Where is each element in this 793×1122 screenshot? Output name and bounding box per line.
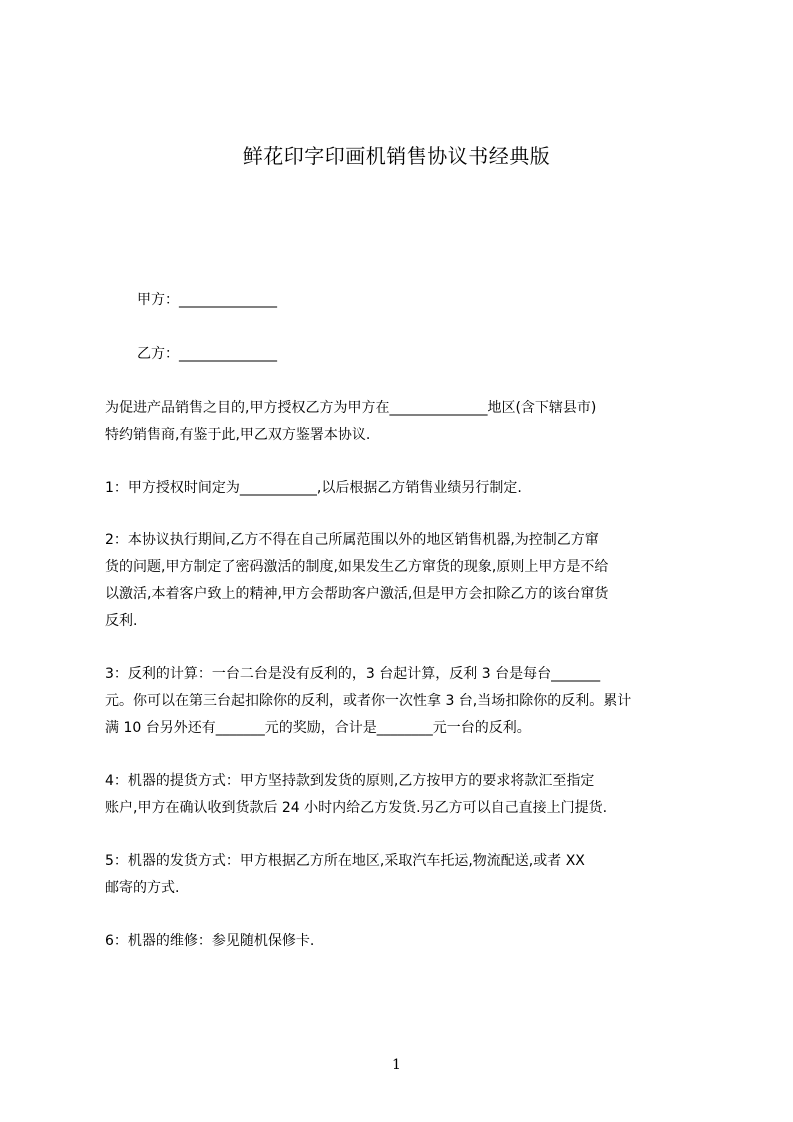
party-b-line: 乙方：______________ — [137, 346, 277, 362]
clause-2-line: 以激活,本着客户致上的精神,甲方会帮助客户激活,但是甲方会扣除乙方的该台窜货 — [105, 586, 609, 602]
intro-line: 为促进产品销售之目的,甲方授权乙方为甲方在______________地区(含下辖县市) — [105, 400, 597, 416]
intro-line: 特约销售商,有鉴于此,甲乙双方鉴署本协议. — [105, 427, 371, 443]
clause-3-line: 满 10 台另外还有_______元的奖励，合计是________元一台的反利。 — [105, 720, 531, 736]
clause-1 — [105, 475, 710, 502]
clause-2-line: 反利. — [105, 613, 138, 629]
clause-3-line: 元。你可以在第三台起扣除你的反利，或者你一次性拿 3 台,当场扣除你的反利。累计 — [105, 693, 632, 709]
page-number: 1 — [392, 1057, 401, 1073]
clause-2 — [105, 527, 710, 635]
clause-5 — [105, 848, 710, 902]
party-a-line: 甲方：______________ — [137, 292, 277, 308]
clause-5-line: 5：机器的发货方式：甲方根据乙方所在地区,采取汽车托运,物流配送,或者 XX — [105, 853, 585, 869]
clause-4 — [105, 768, 710, 822]
clause-2-line: 货的问题,甲方制定了密码激活的制度,如果发生乙方窜货的现象,原则上甲方是不给 — [105, 559, 609, 575]
clause-3 — [105, 661, 710, 742]
clause-2-line: 2：本协议执行期间,乙方不得在自己所属范围以外的地区销售机器,为控制乙方窜 — [105, 532, 599, 548]
clause-3-line: 3：反利的计算：一台二台是没有反利的，3 台起计算，反利 3 台是每台_______ — [105, 666, 601, 682]
clause-1-line: 1：甲方授权时间定为___________,以后根据乙方销售业绩另行制定. — [105, 480, 522, 496]
intro-paragraph — [105, 395, 710, 449]
clause-6 — [105, 928, 710, 955]
clause-4-line: 4：机器的提货方式：甲方坚持款到发货的原则,乙方按甲方的要求将款汇至指定 — [105, 773, 595, 789]
clause-6-line: 6：机器的维修：参见随机保修卡. — [105, 933, 315, 949]
document-title: 鲜花印字印画机销售协议书经典版 — [242, 144, 551, 168]
clause-5-line: 邮寄的方式. — [105, 880, 180, 896]
clause-4-line: 账户,甲方在确认收到货款后 24 小时内给乙方发货.另乙方可以自己直接上门提货. — [105, 800, 608, 816]
